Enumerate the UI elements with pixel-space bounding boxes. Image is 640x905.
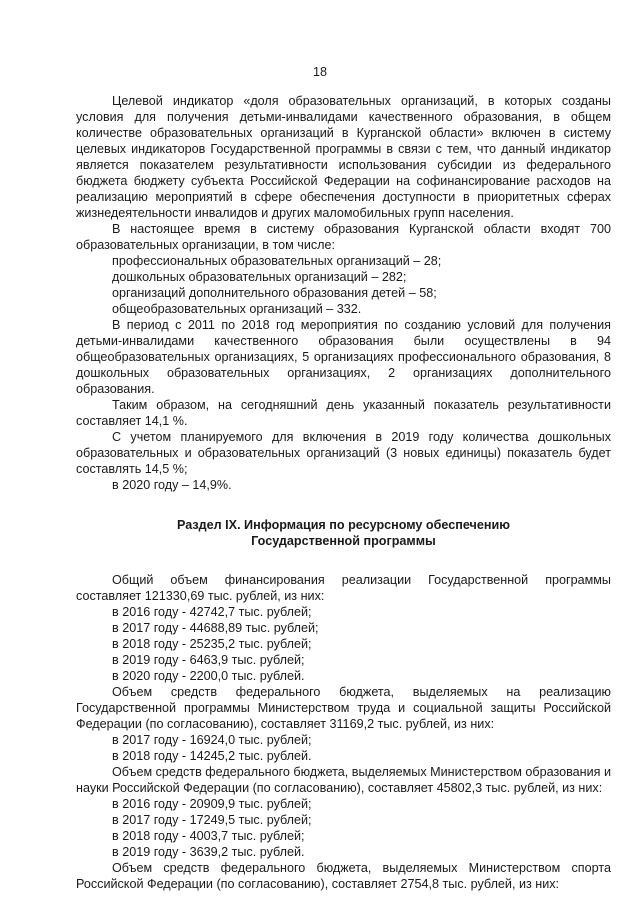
list-item: в 2016 году - 42742,7 тыс. рублей; <box>112 605 312 619</box>
list-item: в 2018 году - 4003,7 тыс. рублей; <box>112 829 305 843</box>
list-item: дошкольных образовательных организаций – 282; <box>112 270 407 284</box>
list-item: в 2017 году - 16924,0 тыс. рублей; <box>112 733 312 747</box>
paragraph: Объем средств федерального бюджета, выделяемых Министерством образования и науки Российской Федерации (по согласованию), составляет 45802,3 тыс. рублей, из них: <box>76 765 611 795</box>
section-heading-line2: Государственной программы <box>251 534 436 548</box>
paragraph: В период с 2011 по 2018 год мероприятия по созданию условий для получения детьми-инвалидами качественного образования были осуществлены в 94 общеобразовательных организациях, 5 организациях профессионального образования, 8 дошкольных образовательных организациях, 2 организациях дополнительного образования. <box>76 318 611 396</box>
list-item: профессиональных образовательных организаций – 28; <box>112 254 442 268</box>
list-item: в 2016 году - 20909,9 тыс. рублей; <box>112 797 312 811</box>
list-item: в 2019 году - 3639,2 тыс. рублей. <box>112 845 305 859</box>
top-paragraphs <box>76 93 611 493</box>
list-item: общеобразовательных организаций – 332. <box>112 302 362 316</box>
list-item: в 2018 году - 14245,2 тыс. рублей. <box>112 749 312 763</box>
paragraph: С учетом планируемого для включения в 2019 году количества дошкольных образовательных и образовательных организаций (3 новых единицы) показатель будет составлять 14,5 %; <box>76 430 611 476</box>
list-item: в 2017 году - 44688,89 тыс. рублей; <box>112 621 319 635</box>
paragraph: Объем средств федерального бюджета, выделяемых Министерством спорта Российской Федерации (по согласованию), составляет 2754,8 тыс. рублей, из них: <box>76 861 611 891</box>
list-item: в 2020 году - 2200,0 тыс. рублей. <box>112 669 305 683</box>
list-item: в 2017 году - 17249,5 тыс. рублей; <box>112 813 312 827</box>
list-item: в 2020 году – 14,9%. <box>112 478 232 492</box>
section-heading-line1: Раздел IX. Информация по ресурсному обеспечению <box>177 518 510 532</box>
paragraph: Таким образом, на сегодняшний день указанный показатель результативности составляет 14,1 %. <box>76 398 611 428</box>
section-heading <box>76 517 611 549</box>
paragraph: Общий объем финансирования реализации Государственной программы составляет 121330,69 тыс. рублей, из них: <box>76 573 611 603</box>
list-item: организаций дополнительного образования детей – 58; <box>112 286 437 300</box>
list-item: в 2018 году - 25235,2 тыс. рублей; <box>112 637 312 651</box>
list-item: в 2019 году - 6463,9 тыс. рублей; <box>112 653 305 667</box>
page-number: 18 <box>312 65 327 79</box>
page-content <box>76 93 611 892</box>
paragraph: Целевой индикатор «доля образовательных организаций, в которых созданы условия для получения детьми-инвалидами качественного образования, в общем количестве образовательных организаций в Курганской области» включен в систему целевых индикаторов Государственной программы в связи с тем, что данный индикатор является показателем результативности использования субсидии из федерального бюджета бюджету субъекта Российской Федерации на софинансирование расходов на реализацию мероприятий в сфере обеспечения доступности в приоритетных сферах жизнедеятельности инвалидов и других маломобильных групп населения. <box>76 94 611 220</box>
bottom-paragraphs <box>76 572 611 892</box>
paragraph: В настоящее время в систему образования Курганской области входят 700 образовательных организации, в том числе: <box>76 222 611 252</box>
paragraph: Объем средств федерального бюджета, выделяемых на реализацию Государственной программы Министерством труда и социальной защиты Российской Федерации (по согласованию), составляет 31169,2 тыс. рублей, из них: <box>76 685 611 731</box>
